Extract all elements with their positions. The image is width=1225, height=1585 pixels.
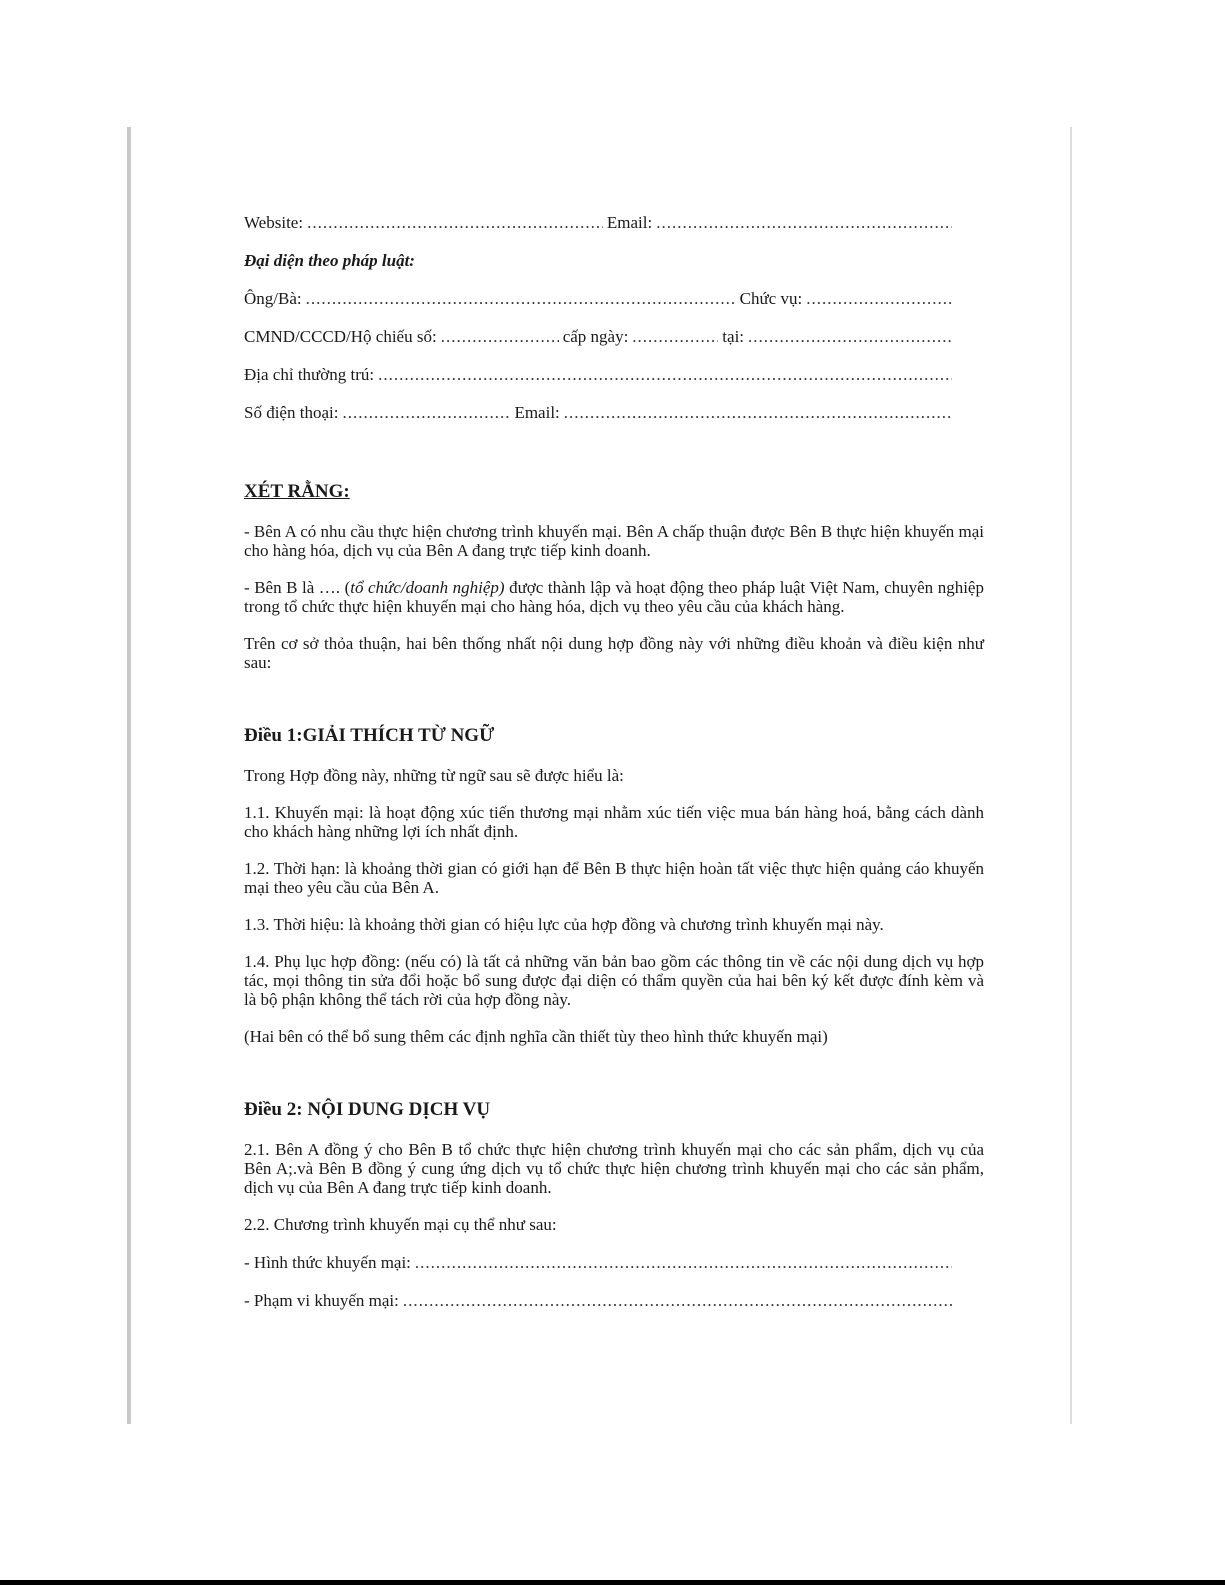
page-right-edge <box>1070 127 1072 1424</box>
article-1-heading: Điều 1:GIẢI THÍCH TỪ NGỮ <box>244 725 495 746</box>
page-left-edge <box>127 127 131 1424</box>
issue-date-blank <box>632 326 718 348</box>
issue-place-blank <box>748 326 952 348</box>
phone-label: Số điện thoại: <box>244 403 339 422</box>
recital-2-start: - Bên B là …. ( <box>244 578 351 597</box>
definition-1-3: 1.3. Thời hiệu: là khoảng thời gian có hiệu lực của hợp đồng và chương trình khuyến mại này. <box>244 915 884 934</box>
recital-2-italic: tổ chức/doanh nghiệp) <box>350 578 505 597</box>
rep-email-label: Email: <box>514 403 560 422</box>
article-1-intro: Trong Hợp đồng này, những từ ngữ sau sẽ được hiểu là: <box>244 766 624 785</box>
clause-2-2: 2.2. Chương trình khuyến mại cụ thể như sau: <box>244 1215 557 1234</box>
issue-place-label: tại: <box>722 327 745 346</box>
address-line <box>244 364 956 402</box>
promotion-scope-label: - Phạm vi khuyến mại: <box>244 1291 399 1310</box>
name-label: Ông/Bà: <box>244 289 302 308</box>
email-label: Email: <box>606 213 653 232</box>
article-1-note: (Hai bên có thể bổ sung thêm các định nghĩa cần thiết tùy theo hình thức khuyến mại) <box>244 1027 828 1046</box>
website-label: Website: <box>244 213 304 232</box>
definition-1-2: 1.2. Thời hạn: là khoảng thời gian có giới hạn để Bên B thực hiện hoàn tất việc thực hiện quảng cáo khuyến mại theo yêu cầu của Bên A. <box>244 859 984 897</box>
website-blank <box>307 212 603 234</box>
name-position-line <box>244 288 956 326</box>
id-label: CMND/CCCD/Hộ chiếu số: <box>244 327 437 346</box>
name-blank <box>306 288 736 310</box>
recital-paragraph-1: - Bên A có nhu cầu thực hiện chương trình khuyến mại. Bên A chấp thuận được Bên B thực hiện khuyến mại cho hàng hóa, dịch vụ của Bên A đang trực tiếp kinh doanh. <box>244 522 984 560</box>
address-label: Địa chỉ thường trú: <box>244 365 375 384</box>
clause-2-1: 2.1. Bên A đồng ý cho Bên B tổ chức thực hiện chương trình khuyến mại cho các sản phẩm, dịch vụ của Bên A;.và Bên B đồng ý cung ứng dịch vụ tổ chức thực hiện chương trình khuyến mại cho các sản phẩm, dịch vụ của Bên A đang trực tiếp kinh doanh. <box>244 1140 984 1197</box>
document-body <box>244 212 984 1328</box>
position-label: Chức vụ: <box>739 289 803 308</box>
promotion-form-line <box>244 1252 956 1290</box>
definition-1-4: 1.4. Phụ lục hợp đồng: (nếu có) là tất cả những văn bản bao gồm các thông tin về các nội dung dịch vụ hợp tác, mọi thông tin sửa đổi hoặc bổ sung được đại diện có thẩm quyền của hai bên ký kết được đính kèm và là bộ phận không thể tách rời của hợp đồng này. <box>244 952 984 1009</box>
position-blank <box>806 288 952 310</box>
phone-blank <box>342 402 510 424</box>
address-blank <box>378 364 952 386</box>
email-blank <box>656 212 952 234</box>
bottom-rule <box>0 1580 1225 1585</box>
website-email-line <box>244 212 956 250</box>
article-2-heading: Điều 2: NỘI DUNG DỊCH VỤ <box>244 1099 491 1120</box>
id-line <box>244 326 956 364</box>
promotion-form-blank <box>415 1252 952 1274</box>
issue-date-label: cấp ngày: <box>562 327 629 346</box>
promotion-scope-blank <box>403 1290 952 1312</box>
id-blank <box>441 326 559 348</box>
rep-email-blank <box>564 402 952 424</box>
recital-paragraph-2 <box>244 578 984 616</box>
promotion-form-label: - Hình thức khuyến mại: <box>244 1253 411 1272</box>
representative-heading: Đại diện theo pháp luật: <box>244 251 415 270</box>
definition-1-1: 1.1. Khuyến mại: là hoạt động xúc tiến thương mại nhằm xúc tiến việc mua bán hàng hoá, bằng cách dành cho khách hàng những lợi ích nhất định. <box>244 803 984 841</box>
promotion-scope-line <box>244 1290 956 1328</box>
recitals-heading: XÉT RẰNG: <box>244 481 350 502</box>
recital-paragraph-3: Trên cơ sở thỏa thuận, hai bên thống nhất nội dung hợp đồng này với những điều khoản và điều kiện như sau: <box>244 634 984 672</box>
recital-2-end: được thành lập và hoạt động theo pháp luật Việt Nam, chuyên nghiệp trong tổ chức thực hiện khuyến mại cho hàng hóa, dịch vụ theo yêu cầu của khách hàng. <box>244 578 984 616</box>
phone-email-line <box>244 402 956 440</box>
